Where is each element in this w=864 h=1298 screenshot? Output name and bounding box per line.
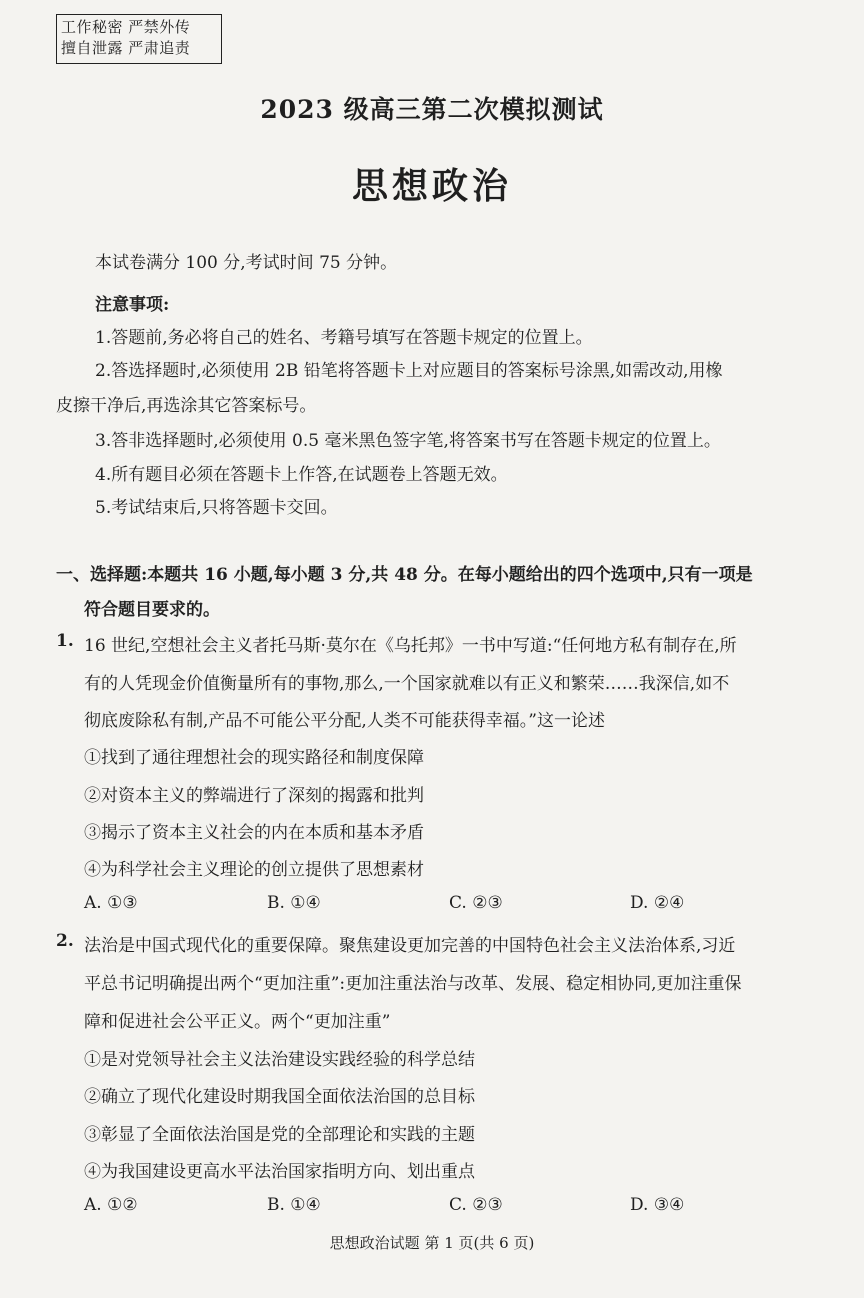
exam-title: 2023 级高三第二次模拟测试 <box>260 95 604 124</box>
question-1-option-a: A. ①③ <box>84 893 138 913</box>
exam-intro: 本试卷满分 100 分,考试时间 75 分钟。 <box>95 253 398 273</box>
question-2-number: 2. <box>56 931 74 951</box>
question-1-stem-3: 彻底废除私有制,产品不可能公平分配,人类不可能获得幸福。”这一论述 <box>84 711 605 731</box>
question-1-statement-4: ④为科学社会主义理论的创立提供了思想素材 <box>84 860 424 880</box>
note-item-5: 5.考试结束后,只将答题卡交回。 <box>95 498 338 518</box>
question-1-option-d: D. ②④ <box>630 893 685 913</box>
page-footer: 思想政治试题 第 1 页(共 6 页) <box>329 1234 535 1252</box>
question-2-option-b: B. ①④ <box>267 1195 321 1215</box>
note-item-3: 3.答非选择题时,必须使用 0.5 毫米黑色签字笔,将答案书写在答题卡规定的位置上。 <box>95 431 721 451</box>
section-heading: 一、选择题:本题共 16 小题,每小题 3 分,共 48 分。在每小题给出的四个选项中,只有一项是 <box>56 565 753 585</box>
question-1-number: 1. <box>56 631 74 651</box>
question-1-option-c: C. ②③ <box>449 893 503 913</box>
question-2-statement-4: ④为我国建设更高水平法治国家指明方向、划出重点 <box>84 1162 475 1182</box>
question-1-stem-1: 16 世纪,空想社会主义者托马斯·莫尔在《乌托邦》一书中写道:“任何地方私有制存在,所 <box>84 636 737 656</box>
question-2-option-a: A. ①② <box>84 1195 138 1215</box>
question-2-option-d: D. ③④ <box>630 1195 685 1215</box>
notes-heading: 注意事项: <box>95 295 170 315</box>
stamp-line-1: 工作秘密 严禁外传 <box>61 18 191 36</box>
note-item-4: 4.所有题目必须在答题卡上作答,在试题卷上答题无效。 <box>95 465 508 485</box>
confidential-stamp <box>56 14 222 64</box>
question-1-options <box>84 893 784 917</box>
note-item-1: 1.答题前,务必将自己的姓名、考籍号填写在答题卡规定的位置上。 <box>95 328 593 348</box>
question-2-options <box>84 1195 784 1219</box>
question-2-statement-2: ②确立了现代化建设时期我国全面依法治国的总目标 <box>84 1087 475 1107</box>
question-2-stem-1: 法治是中国式现代化的重要保障。聚焦建设更加完善的中国特色社会主义法治体系,习近 <box>84 936 736 956</box>
question-1-statement-2: ②对资本主义的弊端进行了深刻的揭露和批判 <box>84 786 424 806</box>
question-2-statement-3: ③彰显了全面依法治国是党的全部理论和实践的主题 <box>84 1125 475 1145</box>
question-2-statement-1: ①是对党领导社会主义法治建设实践经验的科学总结 <box>84 1050 475 1070</box>
stamp-line-2: 擅自泄露 严肃追责 <box>61 39 191 57</box>
question-1-statement-3: ③揭示了资本主义社会的内在本质和基本矛盾 <box>84 823 424 843</box>
question-2-option-c: C. ②③ <box>449 1195 503 1215</box>
subject-title: 思想政治 <box>351 165 512 207</box>
question-1-option-b: B. ①④ <box>267 893 321 913</box>
question-1-statement-1: ①找到了通往理想社会的现实路径和制度保障 <box>84 748 424 768</box>
note-item-2: 2.答选择题时,必须使用 2B 铅笔将答题卡上对应题目的答案标号涂黑,如需改动,用橡 <box>95 361 723 381</box>
question-2-stem-3: 障和促进社会公平正义。两个“更加注重” <box>84 1012 391 1032</box>
question-2-stem-2: 平总书记明确提出两个“更加注重”:更加注重法治与改革、发展、稳定相协同,更加注重保 <box>84 974 742 994</box>
section-heading-cont: 符合题目要求的。 <box>84 600 220 620</box>
question-1-stem-2: 有的人凭现金价值衡量所有的事物,那么,一个国家就难以有正义和繁荣……我深信,如不 <box>84 674 730 694</box>
note-item-2-cont: 皮擦干净后,再选涂其它答案标号。 <box>56 396 317 416</box>
